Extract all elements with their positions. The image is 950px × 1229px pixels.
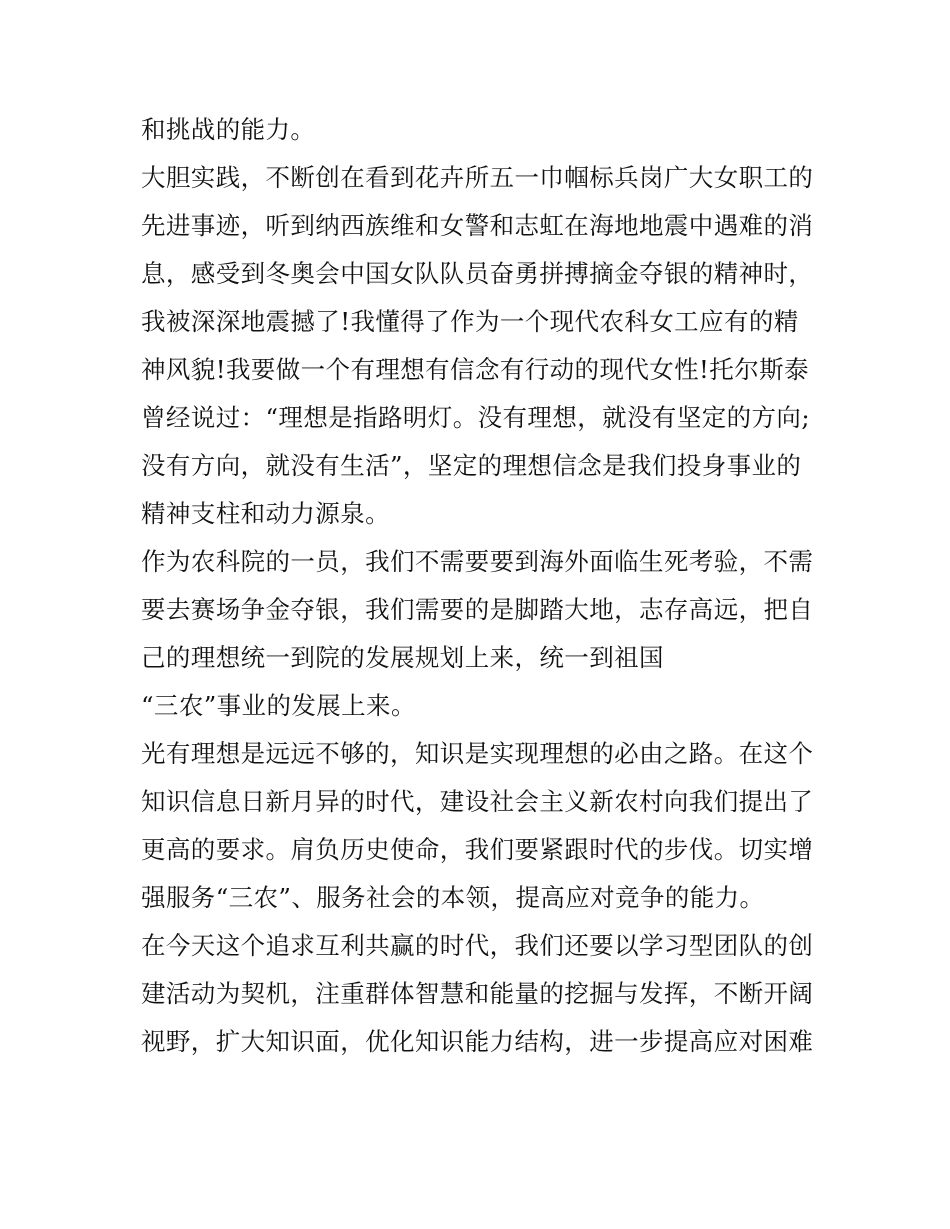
text-line: 作为农科院的一员，我们不需要要到海外面临生死考验，不需 (141, 547, 814, 576)
text-line: 没有方向，就没有生活”，坚定的理想信念是我们投身事业的 (141, 451, 802, 480)
text-line: 在今天这个追求互利共赢的时代，我们还要以学习型团队的创 (141, 931, 814, 960)
text-line: 先进事迹，听到纳西族维和女警和志虹在海地地震中遇难的消 (141, 211, 814, 240)
text-line: 大胆实践，不断创在看到花卉所五一巾帼标兵岗广大女职工的 (141, 163, 814, 192)
text-line: 和挑战的能力。 (141, 115, 316, 144)
text-line: “三农”事业的发展上来。 (141, 691, 416, 720)
text-line: 要去赛场争金夺银，我们需要的是脚踏大地，志存高远，把自 (141, 595, 814, 624)
text-line: 己的理想统一到院的发展规划上来，统一到祖国 (141, 643, 664, 672)
text-line: 曾经说过：“理想是指路明灯。没有理想，就没有坚定的方向; (141, 403, 810, 432)
text-line: 知识信息日新月异的时代，建设社会主义新农村向我们提出了 (141, 787, 814, 816)
text-line: 神风貌!我要做一个有理想有信念有行动的现代女性!托尔斯泰 (141, 355, 809, 384)
text-line: 我被深深地震撼了!我懂得了作为一个现代农科女工应有的精 (141, 307, 799, 336)
text-line: 强服务“三农”、服务社会的本领，提高应对竞争的能力。 (141, 883, 765, 912)
text-line: 息，感受到冬奥会中国女队队员奋勇拼搏摘金夺银的精神时， (141, 259, 814, 288)
text-line: 更高的要求。肩负历史使命，我们要紧跟时代的步伐。切实增 (141, 835, 814, 864)
body-text (141, 106, 821, 1066)
text-line: 精神支柱和动力源泉。 (141, 499, 390, 528)
text-line: 视野，扩大知识面，优化知识能力结构，进一步提高应对困难 (141, 1027, 814, 1056)
text-line: 建活动为契机，注重群体智慧和能量的挖掘与发挥，不断开阔 (141, 979, 814, 1008)
text-line: 光有理想是远远不够的，知识是实现理想的必由之路。在这个 (141, 739, 814, 768)
